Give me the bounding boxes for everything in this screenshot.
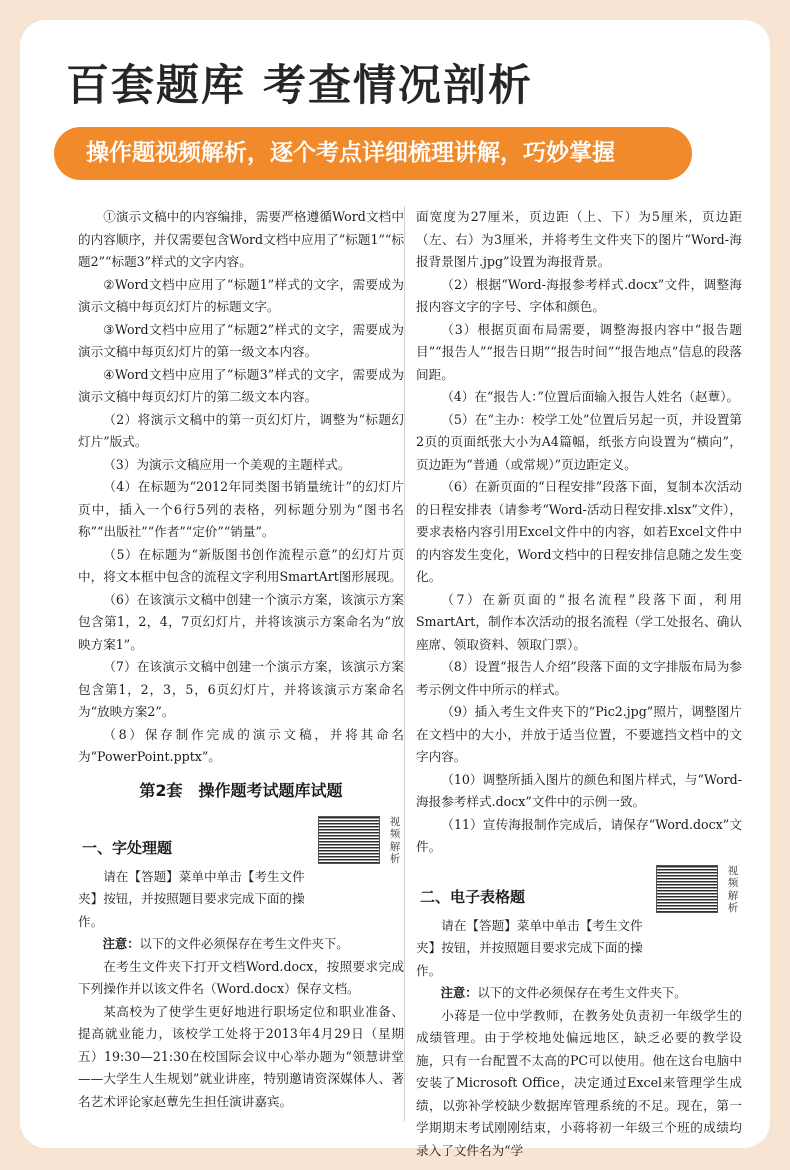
paragraph: （5）在标题为“新版图书创作流程示意”的幻灯片页中，将文本框中包含的流程文字利用SmartArt图形展现。 — [78, 546, 404, 584]
paragraph: （6）在该演示文稿中创建一个演示方案，该演示方案包含第1，2，4，7页幻灯片，并将该演示方案命名为“放映方案1”。 — [78, 591, 404, 652]
paragraph: （9）插入考生文件夹下的“Pic2.jpg”照片，调整图片在文档中的大小，并放于适当位置，不要遮挡文档中的文字内容。 — [416, 704, 742, 764]
section-header — [416, 865, 742, 915]
video-qr-label: 视 频 解 析 — [727, 864, 739, 914]
video-qr-label: 视 频 解 析 — [389, 815, 401, 865]
section-title: 二、电子表格题 — [420, 887, 526, 906]
note-text: 以下的文件必须保存在考生文件夹下。 — [139, 937, 349, 951]
paragraph: 小蒋是一位中学教师，在教务处负责初一年级学生的成绩管理。由于学校地处偏远地区，缺乏必要的教学设施，只有一台配置不太高的PC可以使用。他在这台电脑中安装了Microsoft Office，决定通过Excel来管理学生成绩，以弥补学校缺少数据库管理系统的不足。现在，第一学期期末考试刚刚结束，小蒋将初一年级三个班的成绩均录入了文件名为“学 — [416, 1007, 742, 1158]
video-qr-code[interactable] — [318, 816, 380, 864]
promo-banner: 操作题视频解析，逐个考点详细梳理讲解，巧妙掌握 — [54, 127, 692, 180]
instruction: 请在【答题】菜单中单击【考生文件夹】按钮，并按照题目要求完成下面的操作。 — [416, 917, 643, 978]
column-divider — [404, 206, 405, 1121]
paragraph: 在考生文件夹下打开文档Word.docx，按照要求完成下列操作并以该文件名（Word.docx）保存文档。 — [78, 958, 404, 996]
set-heading: 第2套 操作题考试题库试题 — [139, 780, 343, 800]
paragraph: （7）在新页面的“报名流程”段落下面，利用SmartArt，制作本次活动的报名流程（学工处报名、确认座席、领取资料、领取门票）。 — [416, 591, 742, 652]
left-column — [78, 206, 404, 1113]
paragraph: （3）根据页面布局需要，调整海报内容中“报告题目”“报告人”“报告日期”“报告时间”“报告地点”信息的段落间距。 — [416, 321, 742, 382]
instruction: 请在【答题】菜单中单击【考生文件夹】按钮，并按照题目要求完成下面的操作。 — [78, 868, 305, 929]
paragraph: ②Word文档中应用了“标题1”样式的文字，需要成为演示文稿中每页幻灯片的标题文字。 — [78, 276, 404, 314]
note-label: 注意： — [440, 986, 478, 1000]
note — [416, 982, 742, 1005]
paragraph: （11）宣传海报制作完成后，请保存“Word.docx”文件。 — [416, 816, 742, 854]
paragraph: （5）在“主办：校学工处”位置后另起一页，并设置第2页的页面纸张大小为A4篇幅，纸张方向设置为“横向”，页边距为“普通（或常规）”页边距定义。 — [416, 411, 742, 472]
paragraph: （7）在该演示文稿中创建一个演示方案，该演示方案包含第1，2，3，5，6页幻灯片，并将该演示方案命名为“放映方案2”。 — [78, 659, 404, 719]
paragraph: （10）调整所插入图片的颜色和图片样式，与“Word-海报参考样式.docx”文件中的示例一致。 — [416, 771, 742, 809]
paragraph: 某高校为了使学生更好地进行职场定位和职业准备、提高就业能力，该校学工处将于2013年4月29日（星期五）19:30—21:30在校国际会议中心举办题为“领慧讲堂——大学生人生规划”就业讲座，特别邀请资深媒体人、著名艺术评论家赵蕈先生担任演讲嘉宾。 — [78, 1003, 404, 1109]
paragraph: （4）在标题为“2012年同类图书销量统计”的幻灯片页中，插入一个6行5列的表格，列标题分别为“图书名称”“出版社”“作者”“定价”“销量”。 — [78, 479, 404, 539]
paragraph: 面宽度为27厘米，页边距（上、下）为5厘米，页边距（左、右）为3厘米，并将考生文件夹下的图片“Word-海报背景图片.jpg”设置为海报背景。 — [416, 209, 742, 269]
paragraph: （4）在“报告人：”位置后面输入报告人姓名（赵蕈）。 — [441, 389, 740, 404]
note — [78, 933, 404, 956]
section-title: 一、字处理题 — [82, 838, 173, 857]
paragraph: ④Word文档中应用了“标题3”样式的文字，需要成为演示文稿中每页幻灯片的第二级文本内容。 — [78, 366, 404, 404]
paragraph: （8）设置“报告人介绍”段落下面的文字排版布局为参考示例文件中所示的样式。 — [416, 659, 742, 697]
note-text: 以下的文件必须保存在考生文件夹下。 — [477, 986, 687, 1000]
section-header — [78, 816, 404, 866]
note-label: 注意： — [102, 937, 140, 951]
paragraph: （8）保存制作完成的演示文稿，并将其命名为“PowerPoint.pptx”。 — [78, 726, 404, 764]
paragraph: （2）根据“Word-海报参考样式.docx”文件，调整海报内容文字的字号、字体和颜色。 — [416, 276, 742, 314]
right-column — [416, 206, 742, 1162]
paragraph: ③Word文档中应用了“标题2”样式的文字，需要成为演示文稿中每页幻灯片的第一级文本内容。 — [78, 321, 404, 359]
paragraph: （6）在新页面的“日程安排”段落下面，复制本次活动的日程安排表（请参考“Word-活动日程安排.xlsx”文件），要求表格内容引用Excel文件中的内容，如若Excel文件中的内容发生变化，Word文档中的日程安排信息随之发生变化。 — [416, 479, 742, 584]
page-title: 百套题库 考查情况剖析 — [66, 61, 533, 111]
video-qr-code[interactable] — [656, 865, 718, 913]
paragraph: （2）将演示文稿中的第一页幻灯片，调整为“标题幻灯片”版式。 — [78, 411, 404, 449]
paragraph: ①演示文稿中的内容编排，需要严格遵循Word文档中的内容顺序，并仅需要包含Word文档中应用了“标题1”“标题2”“标题3”样式的文字内容。 — [78, 209, 404, 269]
paragraph: （3）为演示文稿应用一个美观的主题样式。 — [103, 456, 351, 472]
